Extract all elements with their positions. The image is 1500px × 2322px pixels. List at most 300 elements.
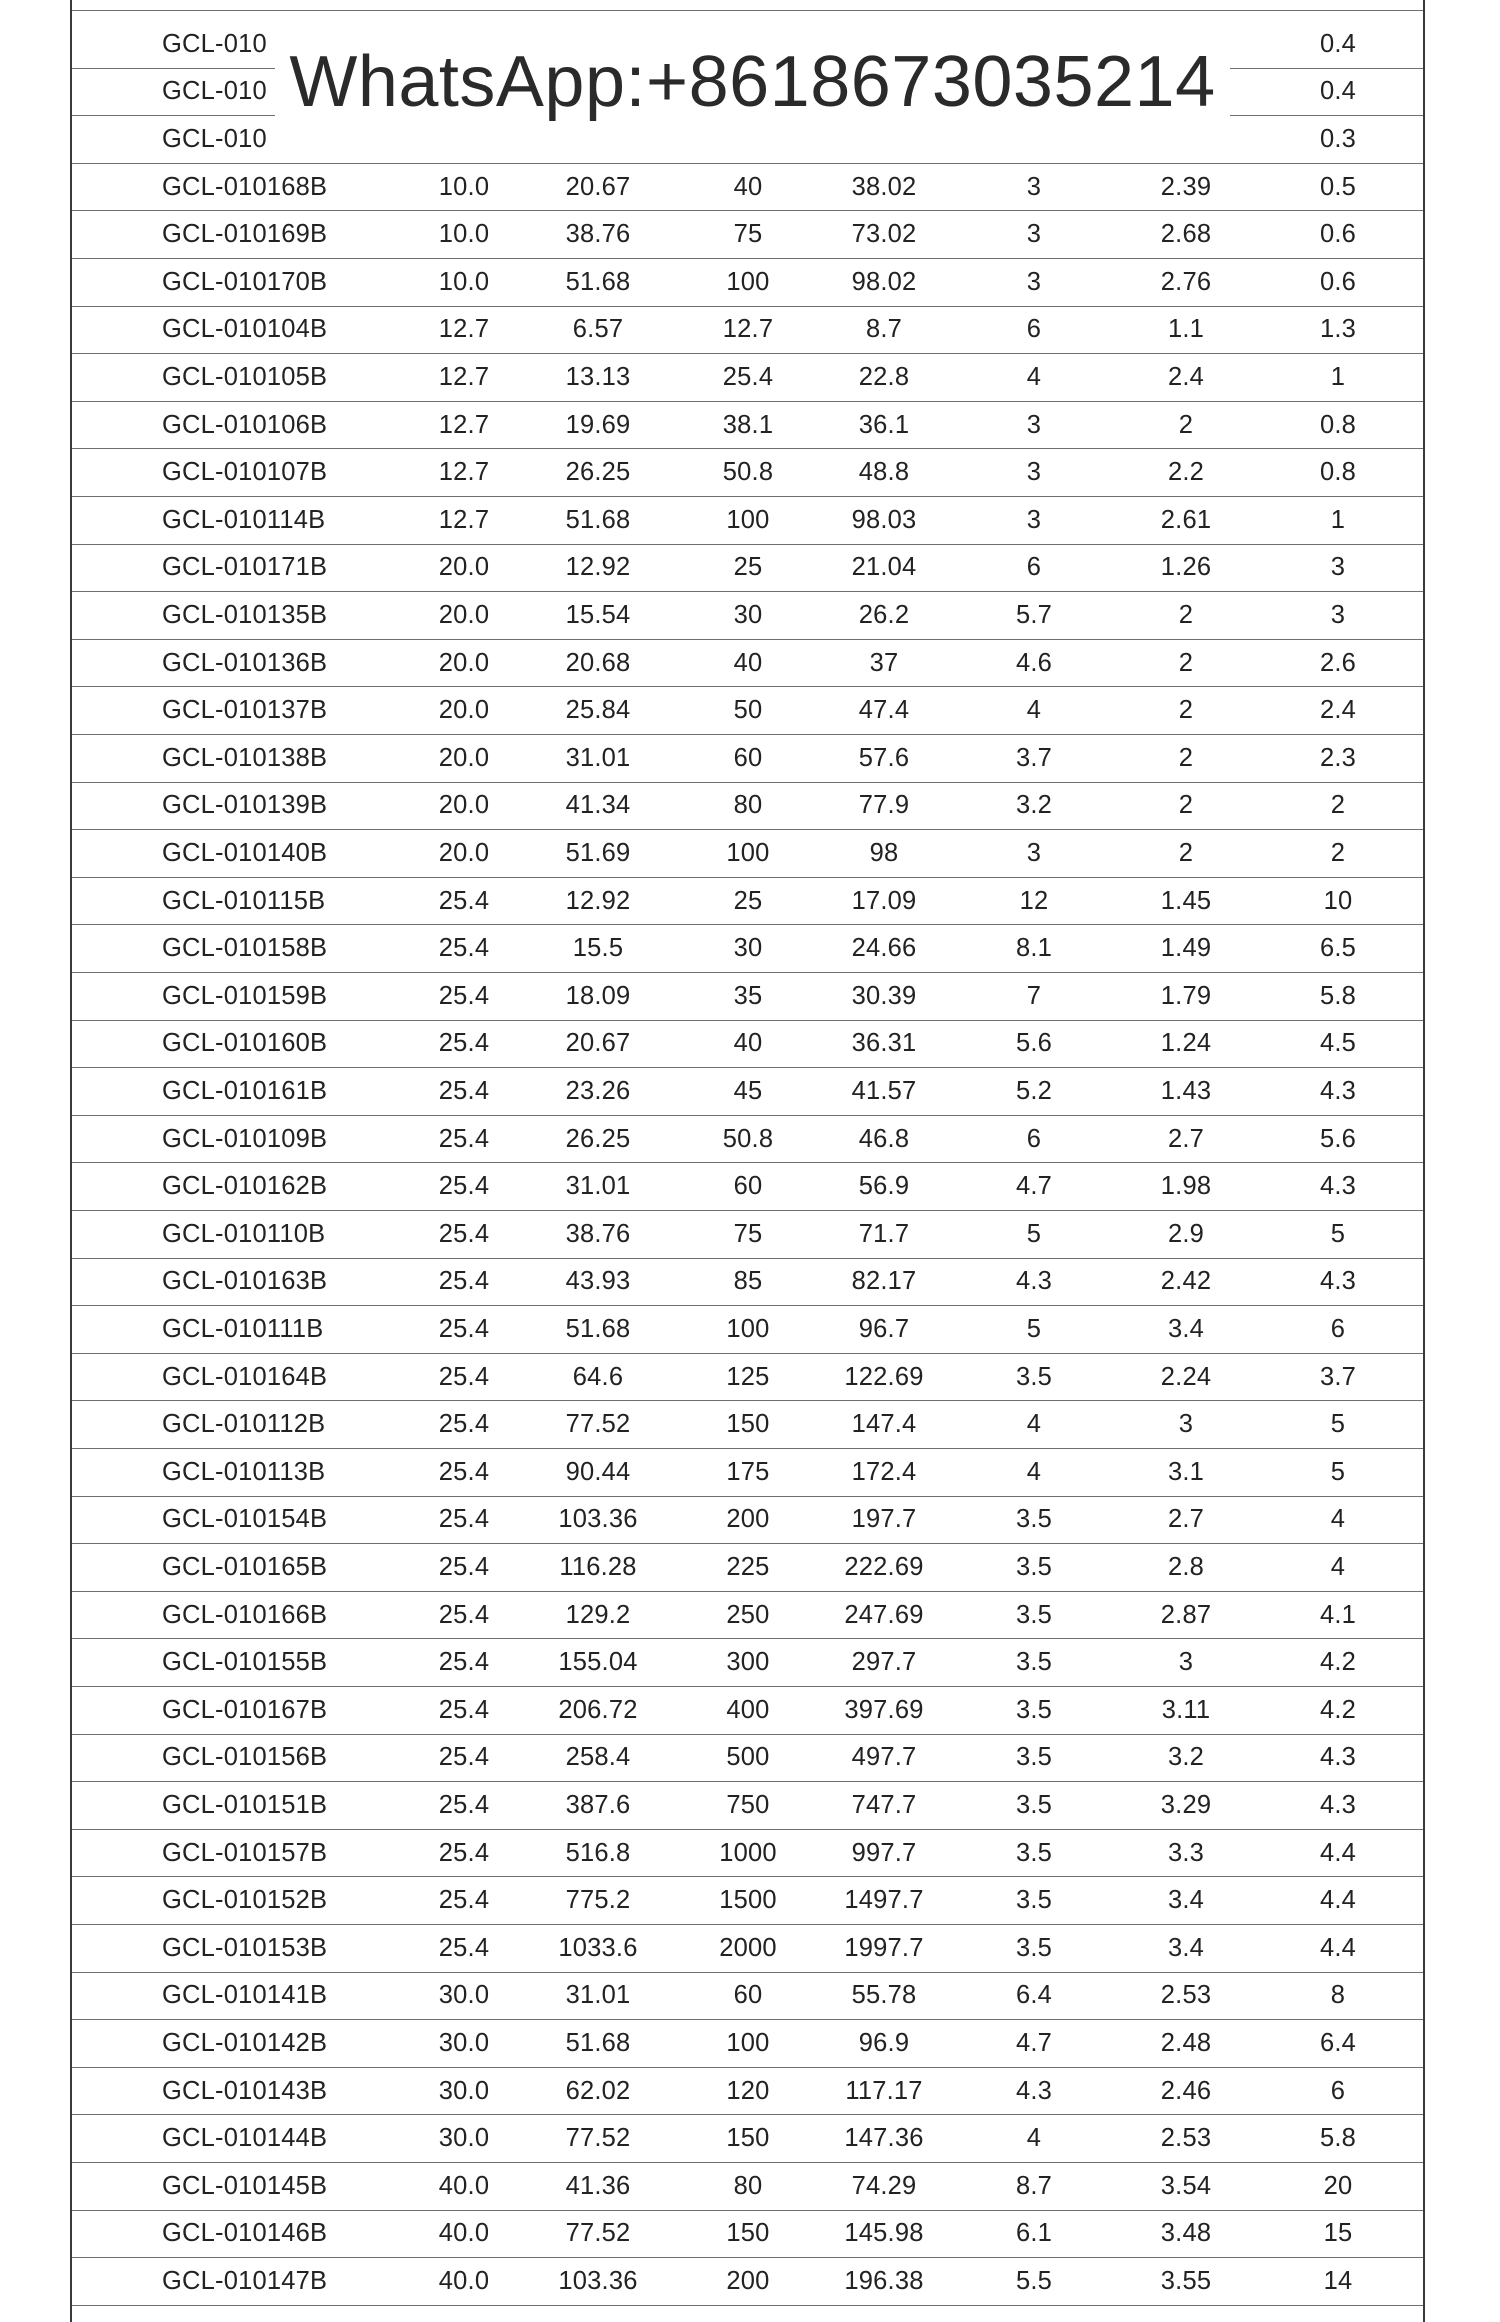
cell-col3: 25 [733,886,763,915]
cell-col3: 100 [726,838,770,867]
cell-dia: 25.4 [438,1029,490,1058]
cell-dia: 40.0 [438,2219,490,2248]
cell-col6: 2.68 [1160,220,1212,249]
cell-col3: 100 [726,2028,770,2057]
cell-col7: 0.3 [1319,124,1357,153]
cell-code: GCL-010110B [162,1219,326,1248]
cell-col3: 225 [726,1552,770,1581]
cell-col6: 2 [1178,838,1194,867]
cell-col4: 55.78 [851,1981,917,2010]
cell-col3: 25.4 [722,362,774,391]
cell-col5: 6 [1026,315,1042,344]
cell-col2: 43.93 [565,1267,631,1296]
cell-col3: 150 [726,2219,770,2248]
table-row [72,497,1423,545]
cell-code: GCL-010136B [162,648,328,677]
cell-code: GCL-010115B [162,886,326,915]
cell-col6: 2.8 [1167,1552,1205,1581]
cell-col7: 2.4 [1319,696,1357,725]
cell-col5: 3 [1026,458,1042,487]
cell-dia: 25.4 [438,981,490,1010]
cell-col6: 2 [1178,410,1194,439]
cell-code: GCL-010156B [162,1743,328,1772]
table-row [72,1021,1423,1069]
cell-col4: 77.9 [858,791,910,820]
cell-col2: 51.68 [565,267,631,296]
cell-col3: 60 [733,1172,763,1201]
cell-col7: 5 [1330,1219,1346,1248]
cell-col7: 3 [1330,553,1346,582]
cell-dia: 25.4 [438,1076,490,1105]
cell-dia: 20.0 [438,553,490,582]
cell-col7: 1 [1330,505,1346,534]
cell-col6: 1.26 [1160,553,1212,582]
cell-col6: 3.29 [1160,1790,1212,1819]
cell-col3: 1500 [719,1886,777,1915]
cell-col2: 1033.6 [558,1933,638,1962]
cell-dia: 25.4 [438,1552,490,1581]
cell-col2: 25.84 [565,696,631,725]
cell-code: GCL-010145B [162,2171,328,2200]
cell-col7: 4.3 [1319,1076,1357,1105]
cell-col5: 3.5 [1015,1838,1053,1867]
cell-col7: 2.6 [1319,648,1357,677]
cell-col6: 2.61 [1160,505,1212,534]
cell-col3: 80 [733,791,763,820]
cell-col5: 3.2 [1015,791,1053,820]
cell-col7: 10 [1323,886,1353,915]
cell-col5: 4.7 [1015,1172,1053,1201]
cell-col7: 0.4 [1319,29,1357,58]
cell-col4: 24.66 [851,934,917,963]
table-row [72,1782,1423,1830]
cell-code: GCL-010146B [162,2219,328,2248]
table-row [72,1449,1423,1497]
cell-col4: 30.39 [851,981,917,1010]
table-row [72,354,1423,402]
cell-col7: 4.3 [1319,1267,1357,1296]
cell-col4: 56.9 [858,1172,910,1201]
cell-dia: 25.4 [438,1267,490,1296]
cell-col2: 18.09 [565,981,631,1010]
cell-code: GCL-010 [162,124,267,153]
cell-col5: 3.5 [1015,1933,1053,1962]
table-row [72,1830,1423,1878]
cell-code: GCL-010142B [162,2028,328,2057]
cell-col2: 31.01 [565,1981,631,2010]
cell-col7: 2 [1330,838,1346,867]
cell-col5: 6.4 [1015,1981,1053,2010]
cell-dia: 25.4 [438,1790,490,1819]
cell-col6: 2.87 [1160,1600,1212,1629]
cell-col2: 51.69 [565,838,631,867]
cell-col2: 26.25 [565,458,631,487]
cell-col3: 80 [733,2171,763,2200]
cell-col5: 4.7 [1015,2028,1053,2057]
cell-col2: 12.92 [565,553,631,582]
cell-col2: 64.6 [572,1362,624,1391]
cell-col2: 51.68 [565,2028,631,2057]
cell-col2: 12.92 [565,886,631,915]
cell-col5: 4.3 [1015,1267,1053,1296]
cell-col2: 38.76 [565,1219,631,1248]
cell-col2: 77.52 [565,1410,631,1439]
cell-col4: 98.03 [851,505,917,534]
table-row [72,1877,1423,1925]
cell-col3: 400 [726,1695,770,1724]
cell-col3: 125 [726,1362,770,1391]
cell-col4: 147.36 [844,2124,924,2153]
cell-col4: 98 [869,838,899,867]
cell-col4: 74.29 [851,2171,917,2200]
cell-col3: 38.1 [722,410,774,439]
table-row [72,164,1423,212]
cell-col5: 3.5 [1015,1362,1053,1391]
cell-col5: 3 [1026,838,1042,867]
cell-col4: 8.7 [865,315,903,344]
cell-col2: 206.72 [558,1695,638,1724]
cell-col3: 100 [726,505,770,534]
cell-col3: 12.7 [722,315,774,344]
cell-col5: 3 [1026,410,1042,439]
cell-col4: 36.1 [858,410,910,439]
cell-col4: 26.2 [858,600,910,629]
cell-col2: 20.67 [565,1029,631,1058]
cell-col7: 4.3 [1319,1743,1357,1772]
table-row [72,1639,1423,1687]
cell-code: GCL-010152B [162,1886,328,1915]
cell-col5: 4.6 [1015,648,1053,677]
cell-col7: 2 [1330,791,1346,820]
cell-col3: 50.8 [722,458,774,487]
table-row [72,830,1423,878]
cell-col3: 45 [733,1076,763,1105]
cell-code: GCL-010113B [162,1457,326,1486]
cell-col5: 3.5 [1015,1886,1053,1915]
cell-code: GCL-010 [162,29,267,58]
cell-col5: 6.1 [1015,2219,1053,2248]
cell-col4: 22.8 [858,362,910,391]
cell-col6: 2.4 [1167,362,1205,391]
cell-col6: 2 [1178,600,1194,629]
cell-col7: 6.4 [1319,2028,1357,2057]
cell-col6: 2 [1178,791,1194,820]
cell-col3: 30 [733,600,763,629]
cell-col7: 4.5 [1319,1029,1357,1058]
cell-code: GCL-010112B [162,1410,326,1439]
table-row [72,735,1423,783]
cell-col2: 103.36 [558,1505,638,1534]
cell-col4: 41.57 [851,1076,917,1105]
cell-col4: 46.8 [858,1124,910,1153]
cell-col7: 4.4 [1319,1933,1357,1962]
cell-col4: 497.7 [851,1743,917,1772]
cell-dia: 25.4 [438,1172,490,1201]
cell-col3: 1000 [719,1838,777,1867]
cell-col6: 1.49 [1160,934,1212,963]
cell-code: GCL-010147B [162,2266,328,2295]
cell-col3: 250 [726,1600,770,1629]
cell-col7: 4.1 [1319,1600,1357,1629]
cell-col2: 41.34 [565,791,631,820]
cell-col2: 26.25 [565,1124,631,1153]
cell-col4: 247.69 [844,1600,924,1629]
cell-col6: 1.1 [1167,315,1205,344]
table-row [72,1354,1423,1402]
cell-code: GCL-010105B [162,362,328,391]
cell-col5: 3.5 [1015,1648,1053,1677]
cell-dia: 25.4 [438,1648,490,1677]
cell-col3: 175 [726,1457,770,1486]
cell-col3: 30 [733,934,763,963]
table-row [72,545,1423,593]
cell-col4: 196.38 [844,2266,924,2295]
cell-col3: 85 [733,1267,763,1296]
cell-col7: 0.4 [1319,77,1357,106]
cell-code: GCL-010154B [162,1505,328,1534]
cell-col5: 3.5 [1015,1695,1053,1724]
table-row [72,1306,1423,1354]
cell-code: GCL-010 [162,77,267,106]
spec-table [70,0,1425,2322]
cell-col2: 38.76 [565,220,631,249]
table-row [72,687,1423,735]
cell-col7: 5 [1330,1410,1346,1439]
cell-col6: 1.43 [1160,1076,1212,1105]
cell-col2: 15.5 [572,934,624,963]
cell-col5: 5.7 [1015,600,1053,629]
cell-col4: 48.8 [858,458,910,487]
cell-col4: 997.7 [851,1838,917,1867]
table-row [72,1925,1423,1973]
cell-col5: 3.5 [1015,1743,1053,1772]
cell-col3: 750 [726,1790,770,1819]
cell-col6: 2.48 [1160,2028,1212,2057]
cell-col6: 2.46 [1160,2076,1212,2105]
cell-dia: 25.4 [438,1362,490,1391]
cell-col7: 4.4 [1319,1886,1357,1915]
cell-col4: 37 [869,648,899,677]
cell-col7: 4.3 [1319,1790,1357,1819]
cell-col4: 297.7 [851,1648,917,1677]
partial-top-row [72,0,1423,11]
cell-col7: 8 [1330,1981,1346,2010]
cell-col5: 3.5 [1015,1790,1053,1819]
table-row [72,1544,1423,1592]
cell-col2: 387.6 [565,1790,631,1819]
cell-col4: 96.7 [858,1314,910,1343]
cell-col5: 4 [1026,2124,1042,2153]
cell-code: GCL-010160B [162,1029,328,1058]
cell-col2: 116.28 [559,1552,637,1581]
cell-col6: 3.11 [1161,1695,1211,1724]
cell-col7: 5.8 [1319,2124,1357,2153]
cell-col7: 20 [1323,2171,1353,2200]
cell-col5: 6 [1026,1124,1042,1153]
cell-col5: 3 [1026,267,1042,296]
cell-col2: 77.52 [565,2124,631,2153]
cell-code: GCL-010168B [162,172,328,201]
cell-col2: 155.04 [558,1648,638,1677]
table-row [72,1497,1423,1545]
cell-col6: 2.24 [1160,1362,1212,1391]
cell-col6: 2.9 [1167,1219,1205,1248]
cell-col7: 4 [1330,1552,1346,1581]
cell-dia: 30.0 [438,2028,490,2057]
cell-dia: 25.4 [438,1505,490,1534]
table-row [72,1735,1423,1783]
cell-col7: 3 [1330,600,1346,629]
cell-col4: 47.4 [858,696,910,725]
cell-col3: 120 [726,2076,770,2105]
cell-col5: 5.5 [1015,2266,1053,2295]
cell-dia: 12.7 [438,410,490,439]
table-right-border [1423,0,1425,2322]
cell-col7: 5.6 [1319,1124,1357,1153]
table-row [72,211,1423,259]
cell-col2: 51.68 [565,1314,631,1343]
cell-col5: 8.1 [1015,934,1053,963]
cell-col6: 2.39 [1160,172,1212,201]
table-row [72,1116,1423,1164]
cell-code: GCL-010171B [162,553,328,582]
cell-col3: 500 [726,1743,770,1772]
cell-col6: 2.53 [1160,1981,1212,2010]
cell-col6: 2.76 [1160,267,1212,296]
cell-col3: 150 [726,1410,770,1439]
cell-code: GCL-010153B [162,1933,328,1962]
cell-col7: 15 [1323,2219,1353,2248]
cell-col2: 258.4 [565,1743,631,1772]
table-row [72,640,1423,688]
cell-dia: 25.4 [438,1743,490,1772]
cell-col5: 5 [1026,1314,1042,1343]
cell-code: GCL-010106B [162,410,328,439]
table-row [72,973,1423,1021]
cell-dia: 25.4 [438,1600,490,1629]
cell-col6: 3.4 [1167,1886,1205,1915]
cell-code: GCL-010170B [162,267,328,296]
cell-col5: 3.5 [1015,1600,1053,1629]
cell-col6: 3 [1178,1410,1194,1439]
cell-col6: 3.1 [1167,1457,1205,1486]
cell-dia: 10.0 [438,220,490,249]
cell-col3: 60 [733,1981,763,2010]
cell-col6: 3.55 [1160,2266,1212,2295]
cell-code: GCL-010141B [162,1981,328,2010]
cell-code: GCL-010139B [162,791,328,820]
cell-code: GCL-010155B [162,1648,328,1677]
cell-col5: 3 [1026,172,1042,201]
cell-dia: 20.0 [438,600,490,629]
table-row [72,2258,1423,2306]
table-row [72,783,1423,831]
cell-col7: 4.4 [1319,1838,1357,1867]
cell-dia: 10.0 [438,172,490,201]
cell-col4: 36.31 [851,1029,917,1058]
cell-col5: 3.5 [1015,1505,1053,1534]
cell-col3: 75 [733,220,763,249]
table-row [72,2163,1423,2211]
table-row [72,1163,1423,1211]
table-row [72,2115,1423,2163]
table-row [72,925,1423,973]
cell-code: GCL-010114B [162,505,326,534]
cell-col2: 6.57 [572,315,624,344]
cell-col7: 4.3 [1319,1172,1357,1201]
cell-col3: 40 [733,1029,763,1058]
cell-col5: 6 [1026,553,1042,582]
cell-col4: 38.02 [851,172,917,201]
cell-col5: 4 [1026,362,1042,391]
cell-col4: 397.69 [844,1695,924,1724]
cell-col3: 100 [726,267,770,296]
cell-col3: 25 [733,553,763,582]
cell-code: GCL-010166B [162,1600,328,1629]
cell-col7: 6.5 [1319,934,1357,963]
cell-dia: 25.4 [438,1933,490,1962]
table-row [72,2068,1423,2116]
cell-col6: 3.4 [1167,1314,1205,1343]
cell-col3: 100 [726,1314,770,1343]
cell-dia: 12.7 [438,362,490,391]
cell-col5: 8.7 [1015,2171,1053,2200]
cell-col2: 20.68 [565,648,631,677]
cell-col4: 73.02 [851,220,917,249]
cell-col5: 4 [1026,1410,1042,1439]
cell-dia: 20.0 [438,696,490,725]
cell-col5: 3.7 [1015,743,1053,772]
cell-col4: 98.02 [851,267,917,296]
table-row [72,402,1423,450]
cell-col4: 222.69 [844,1552,924,1581]
cell-col4: 1997.7 [844,1933,924,1962]
cell-col3: 50.8 [722,1124,774,1153]
cell-col7: 5 [1330,1457,1346,1486]
cell-dia: 12.7 [438,458,490,487]
cell-code: GCL-010163B [162,1267,328,1296]
cell-col5: 3.5 [1015,1552,1053,1581]
cell-dia: 12.7 [438,505,490,534]
cell-col3: 40 [733,648,763,677]
cell-code: GCL-010162B [162,1172,328,1201]
cell-code: GCL-010161B [162,1076,328,1105]
cell-dia: 30.0 [438,2076,490,2105]
cell-col7: 1 [1330,362,1346,391]
cell-code: GCL-010135B [162,600,328,629]
cell-col5: 3 [1026,220,1042,249]
cell-col3: 150 [726,2124,770,2153]
cell-dia: 25.4 [438,1219,490,1248]
cell-col6: 2 [1178,696,1194,725]
cell-col3: 2000 [719,1933,777,1962]
cell-col3: 60 [733,743,763,772]
cell-col6: 3.54 [1160,2171,1212,2200]
cell-col7: 6 [1330,1314,1346,1343]
cell-col3: 40 [733,172,763,201]
cell-col6: 3.4 [1167,1933,1205,1962]
cell-col6: 2.7 [1167,1124,1205,1153]
cell-code: GCL-010164B [162,1362,328,1391]
cell-col2: 15.54 [565,600,631,629]
cell-col2: 77.52 [565,2219,631,2248]
cell-col5: 4 [1026,696,1042,725]
cell-dia: 25.4 [438,1886,490,1915]
cell-code: GCL-010143B [162,2076,328,2105]
cell-col4: 172.4 [851,1457,917,1486]
cell-col2: 775.2 [565,1886,631,1915]
cell-col2: 62.02 [565,2076,631,2105]
